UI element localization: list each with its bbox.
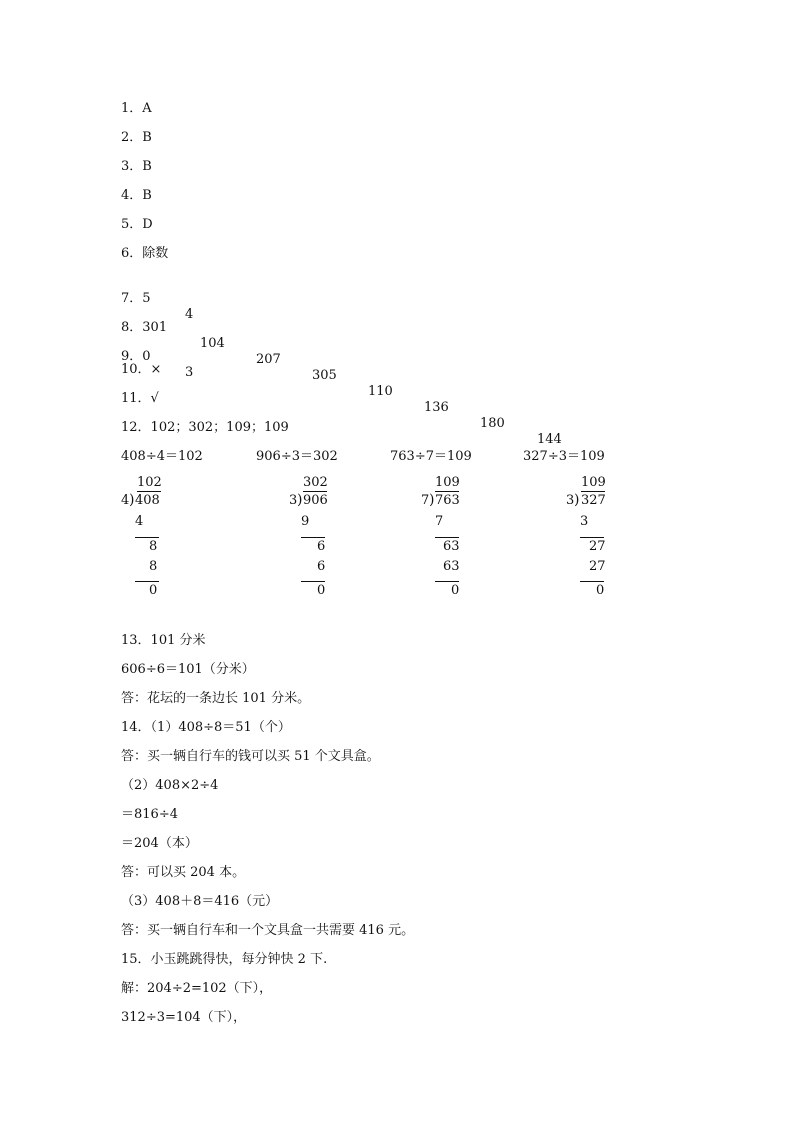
answer-10: 10．× [121, 362, 162, 377]
step: 0 [596, 583, 605, 598]
step: 27 [589, 539, 606, 554]
answer-8-part: 104 [200, 336, 225, 351]
equation: 763÷7＝109 [390, 449, 472, 464]
step: 0 [317, 583, 326, 598]
answer-14-reply1: 答：买一辆自行车的钱可以买 51 个文具盒。 [121, 749, 380, 764]
answer-15-step1: 解：204÷2=102（下）， [121, 981, 273, 996]
step: 6 [317, 539, 326, 554]
answer-2: 2．B [121, 130, 152, 145]
divisor: 3 [289, 493, 298, 508]
answer-13-reply: 答：花坛的一条边长 101 分米。 [121, 691, 311, 706]
quotient: 109 [435, 475, 460, 490]
long-division [566, 473, 726, 623]
division-bar [137, 491, 161, 492]
long-division [421, 473, 581, 623]
answer-9-part: 9．0 [121, 349, 151, 364]
equation: 408÷4＝102 [121, 449, 203, 464]
step: 7 [435, 514, 444, 529]
division-bar [435, 491, 459, 492]
long-division [121, 473, 281, 623]
answer-13-calc: 606÷6＝101（分米） [121, 662, 255, 677]
step: 8 [149, 539, 158, 554]
dividend: 327 [581, 493, 606, 508]
step-line [135, 581, 159, 582]
answer-14-reply2: 答：可以买 204 本。 [121, 865, 246, 880]
step-line [580, 537, 604, 538]
dividend: 906 [303, 493, 328, 508]
dividend: 408 [135, 493, 160, 508]
division-bracket: ) [297, 492, 303, 508]
answer-14-part1: 14．（1）408÷8＝51（个） [121, 720, 291, 735]
equation: 906÷3＝302 [256, 449, 338, 464]
answer-14-part2-step: ＝816÷4 [121, 807, 178, 822]
quotient: 102 [137, 475, 162, 490]
answer-14-part2: （2）408×2÷4 [121, 778, 219, 793]
dividend: 763 [435, 493, 460, 508]
quotient: 302 [303, 475, 328, 490]
step-line [435, 537, 459, 538]
step-line [435, 581, 459, 582]
divisor: 3 [566, 493, 575, 508]
answer-8-part: 110 [368, 384, 393, 399]
step-line [580, 581, 604, 582]
step: 8 [149, 559, 158, 574]
step: 6 [317, 559, 326, 574]
step: 0 [451, 583, 460, 598]
answer-13: 13．101 分米 [121, 633, 206, 648]
answer-14-reply3: 答：买一辆自行车和一个文具盒一共需要 416 元。 [121, 923, 415, 938]
step: 63 [443, 539, 460, 554]
answer-14-part3: （3）408＋8＝416（元） [121, 894, 279, 909]
division-bar [303, 491, 327, 492]
step-line [135, 537, 159, 538]
answer-3: 3．B [121, 159, 152, 174]
answer-12: 12．102；302；109；109 [121, 420, 289, 435]
divisor: 4 [121, 493, 130, 508]
division-bracket: ) [574, 492, 580, 508]
step: 63 [443, 559, 460, 574]
answer-7-part: 4 [185, 307, 194, 322]
answer-6: 6．除数 [121, 246, 169, 261]
answer-7-part: 7．5 [121, 291, 151, 306]
equation: 327÷3＝109 [523, 449, 605, 464]
step-line [301, 537, 325, 538]
answer-8-part: 305 [312, 368, 337, 383]
answer-1: 1．A [121, 101, 152, 116]
step: 4 [135, 514, 144, 529]
division-bracket: ) [129, 492, 135, 508]
divisor: 7 [421, 493, 430, 508]
step: 0 [149, 583, 158, 598]
answer-14-part2-result: ＝204（本） [121, 836, 198, 851]
division-bar [581, 491, 605, 492]
step: 9 [301, 514, 310, 529]
answer-8-part: 136 [424, 400, 449, 415]
quotient: 109 [581, 475, 606, 490]
answer-5: 5．D [121, 217, 153, 232]
answer-9-part: 3 [185, 365, 194, 380]
answer-4: 4．B [121, 188, 152, 203]
division-bracket: ) [429, 492, 435, 508]
answer-11: 11．√ [121, 391, 159, 406]
answer-15-step2: 312÷3=104（下）， [121, 1010, 247, 1025]
step-line [301, 581, 325, 582]
answer-8-part: 144 [537, 432, 562, 447]
answer-15: 15．小玉跳跳得快，每分钟快 2 下. [121, 952, 328, 967]
step: 27 [589, 559, 606, 574]
answer-8-part: 8．301 [121, 320, 168, 335]
answer-8-part: 207 [256, 352, 281, 367]
step: 3 [580, 514, 589, 529]
answer-8-part: 180 [480, 416, 505, 431]
